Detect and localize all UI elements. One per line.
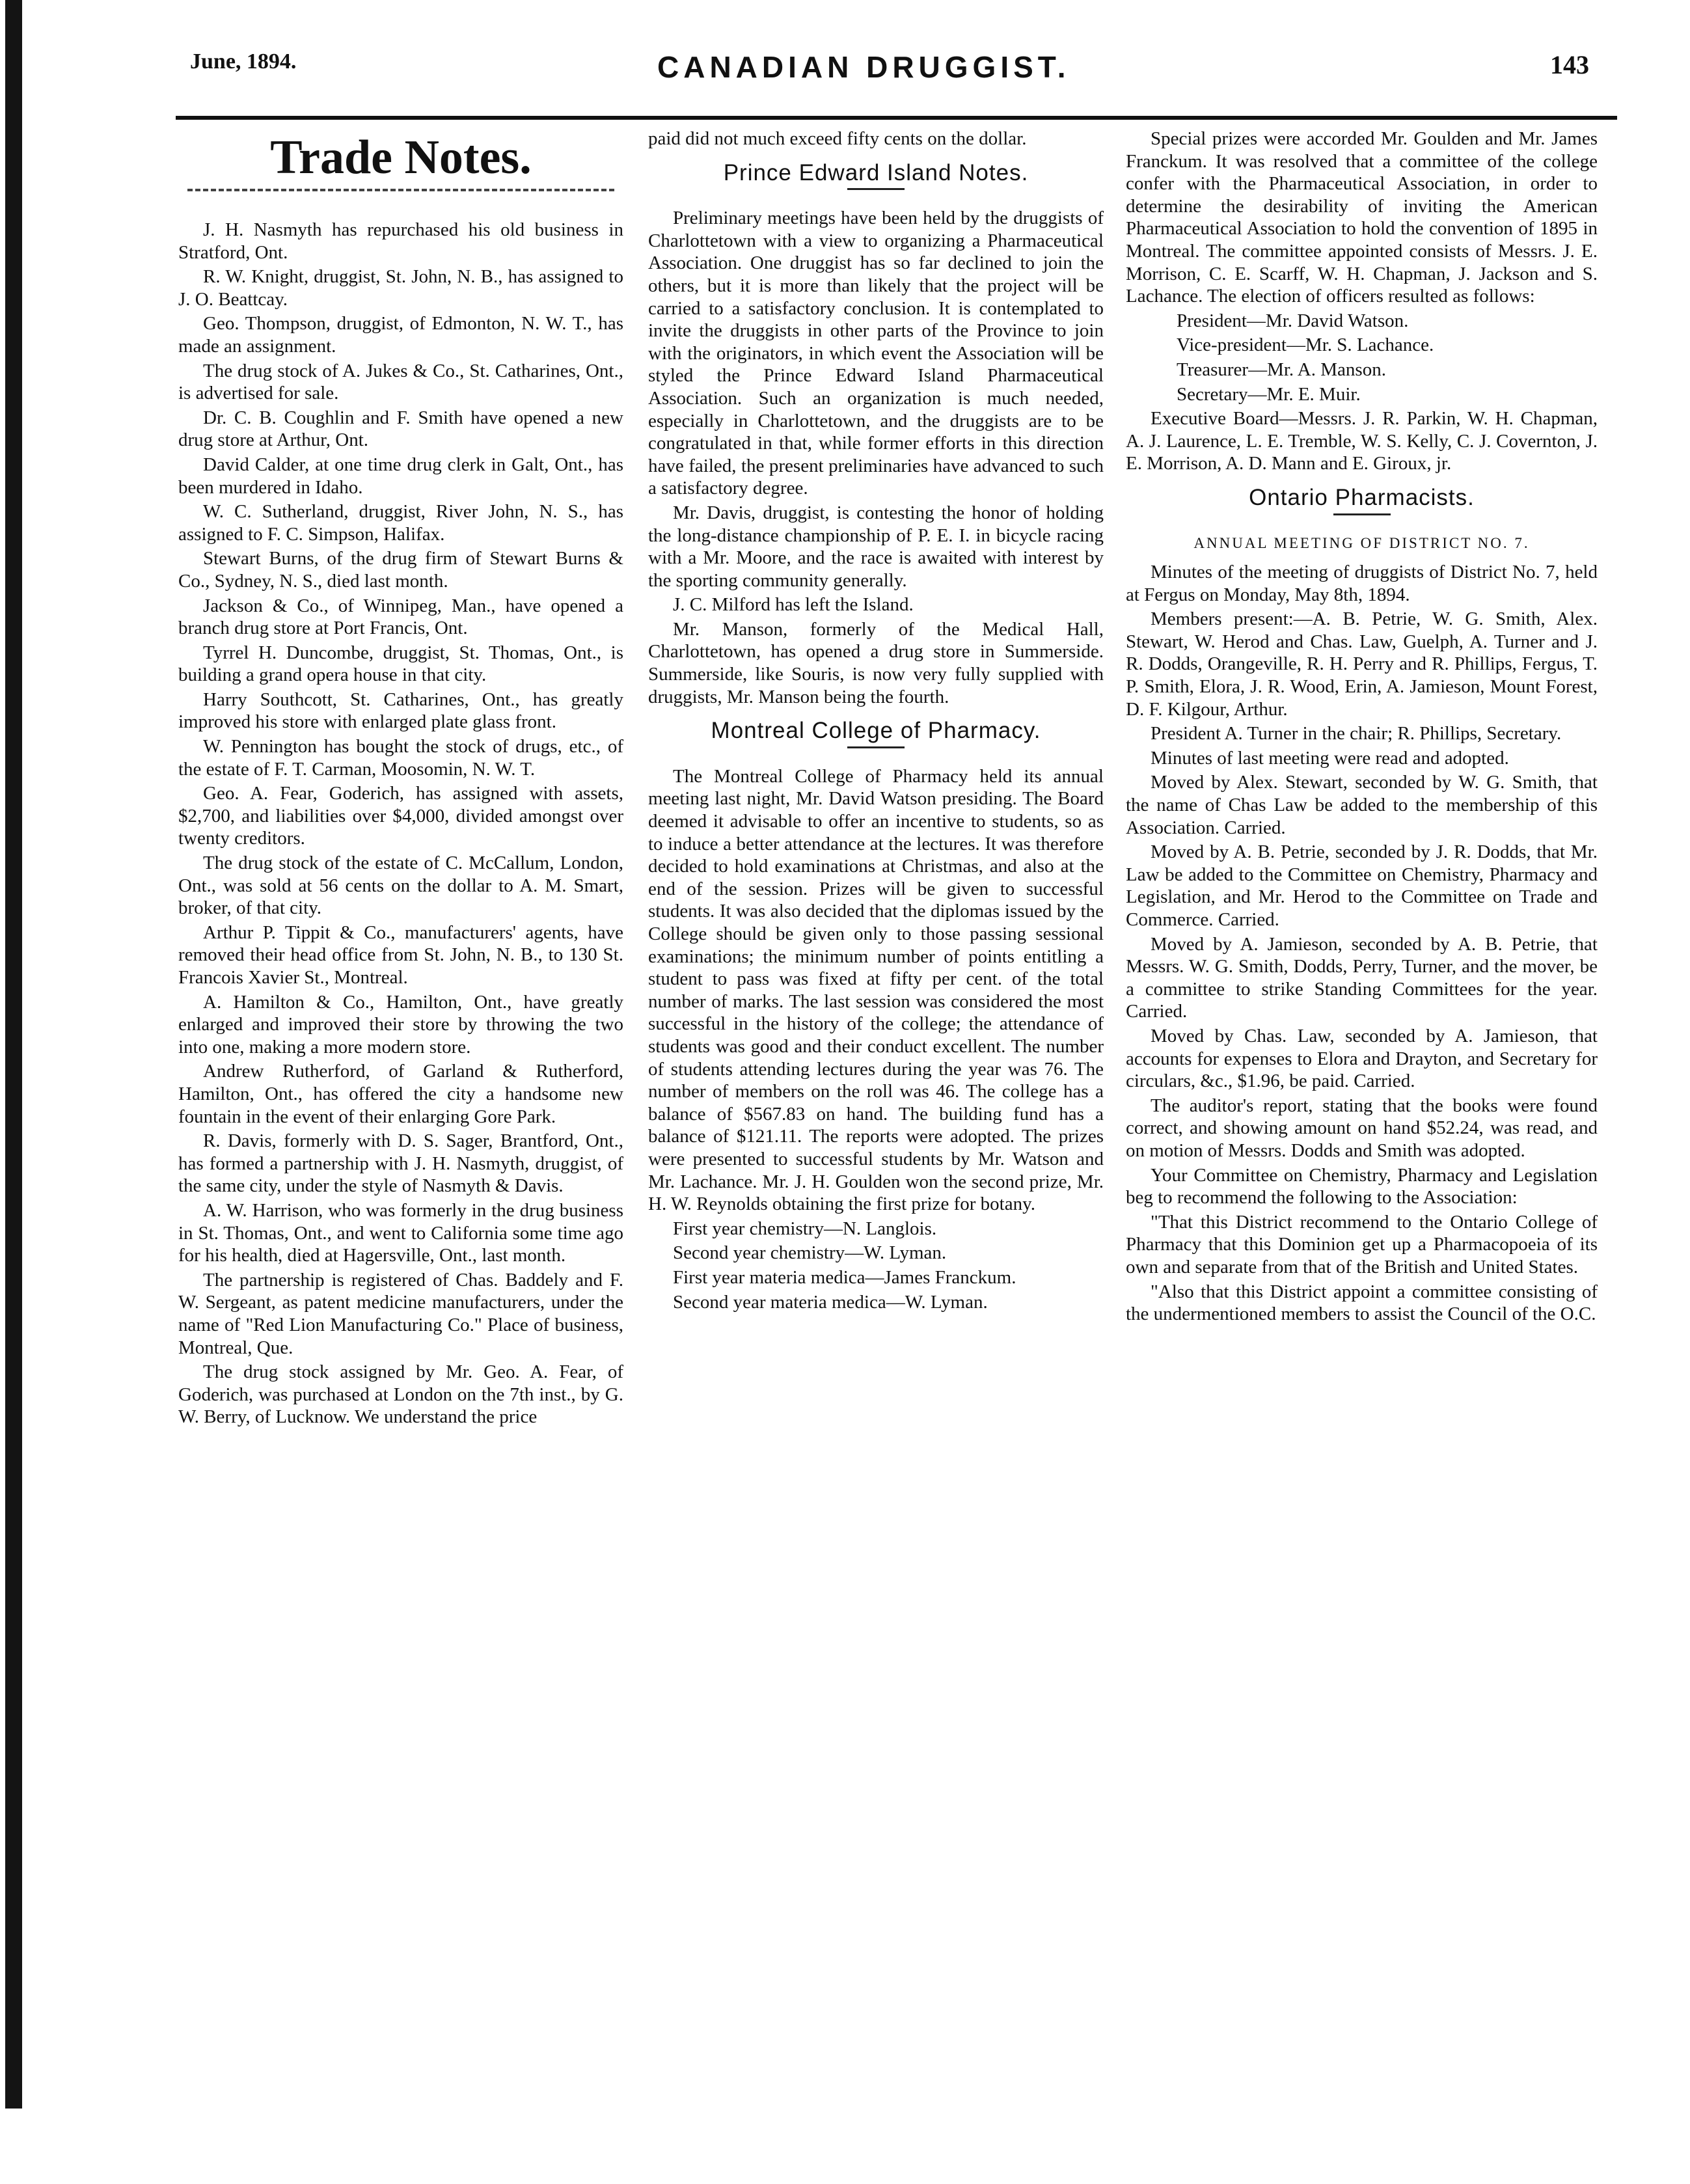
paragraph: W. Pennington has bought the stock of drugs, etc., of the estate of F. T. Carman, Moosomin, N. W. T. — [178, 736, 623, 780]
paragraph: Mr. Davis, druggist, is contesting the honor of holding the long-distance championship of P. E. I. in bicycle racing with a Mr. Moore, and the race is awaited with interest by the sporting community generally. — [648, 502, 1104, 591]
pei-notes-heading: Prince Edward Island Notes. — [723, 159, 1029, 185]
section-rule — [847, 188, 905, 190]
section-rule — [1333, 513, 1391, 515]
paragraph: Mr. Manson, formerly of the Medical Hall, Charlottetown, has opened a drug store in Summerside. Summerside, like Souris, is now very fully supplied with druggists, Mr. Manson being the fourth. — [648, 618, 1104, 707]
page-number: 143 — [1550, 50, 1589, 79]
pei-notes-body — [648, 207, 1104, 708]
paragraph: J. H. Nasmyth has repurchased his old business in Stratford, Ont. — [178, 219, 623, 263]
paragraph: President A. Turner in the chair; R. Phillips, Secretary. — [1151, 723, 1562, 744]
ontario-pharmacists-heading: Ontario Pharmacists. — [1249, 484, 1475, 510]
paragraph: Second year materia medica—W. Lyman. — [673, 1291, 988, 1313]
montreal-college-body — [648, 765, 1104, 1313]
paragraph: Harry Southcott, St. Catharines, Ont., has greatly improved his store with enlarged plate glass front. — [178, 689, 623, 733]
paragraph: Second year chemistry—W. Lyman. — [673, 1242, 947, 1264]
paragraph: W. C. Sutherland, druggist, River John, N. S., has assigned to F. C. Simpson, Halifax. — [178, 501, 623, 545]
paragraph: A. W. Harrison, who was formerly in the drug business in St. Thomas, Ont., and went to California some time ago for his health, died at Hagersville, Ont., last month. — [178, 1199, 623, 1266]
trade-notes-body — [178, 219, 623, 1428]
paragraph: Andrew Rutherford, of Garland & Rutherford, Hamilton, Ont., has offered the city a handsome new fountain in the event of their enlarging Gore Park. — [178, 1061, 623, 1127]
paragraph: The drug stock of the estate of C. McCallum, London, Ont., was sold at 56 cents on the dollar to A. M. Smart, broker, of that city. — [178, 853, 623, 919]
continued-text: Special prizes were accorded Mr. Goulden and Mr. James Franckum. It was resolved that a committee of the college confer with the Pharmaceutical Association, in order to determine the desirability of inviting the American Pharmaceutical Association to hold the convention of 1895 in Montreal. The committee appointed consists of Messrs. J. E. Morrison, C. E. Scarff, W. H. Chapman, J. Jackson and S. Lachance. The election of officers resulted as follows: — [1126, 128, 1598, 307]
header-title: CANADIAN DRUGGIST. — [657, 50, 1070, 84]
paragraph: A. Hamilton & Co., Hamilton, Ont., have greatly enlarged and improved their store by throwing the two into one, making a more modern store. — [178, 991, 623, 1058]
column-3 — [1126, 128, 1598, 1328]
paragraph: "Also that this District appoint a committee consisting of the undermentioned members to assist the Council of the O.C. — [1126, 1281, 1598, 1325]
paragraph: Stewart Burns, of the drug firm of Stewart Burns & Co., Sydney, N. S., died last month. — [178, 548, 623, 592]
continued-text: paid did not much exceed fifty cents on the dollar. — [648, 128, 1027, 149]
paragraph: Jackson & Co., of Winnipeg, Man., have opened a branch drug store at Port Francis, Ont. — [178, 595, 623, 639]
paragraph: Moved by Chas. Law, seconded by A. Jamieson, that accounts for expenses to Elora and Drayton, and Secretary for circulars, &c., $1.96, be paid. Carried. — [1126, 1025, 1598, 1092]
paragraph: Your Committee on Chemistry, Pharmacy and Legislation beg to recommend the following to the Association: — [1126, 1164, 1598, 1208]
executive-board: Executive Board—Messrs. J. R. Parkin, W. H. Chapman, A. J. Laurence, L. E. Tremble, W. S. Kelly, C. J. Covernton, J. E. Morrison, A. D. Mann and E. Giroux, jr. — [1126, 408, 1598, 474]
paragraph: Dr. C. B. Coughlin and F. Smith have opened a new drug store at Arthur, Ont. — [178, 407, 623, 451]
paragraph: Vice-president—Mr. S. Lachance. — [1177, 334, 1434, 356]
paragraph: J. C. Milford has left the Island. — [673, 594, 914, 616]
paragraph: Geo. Thompson, druggist, of Edmonton, N. W. T., has made an assignment. — [178, 313, 623, 357]
montreal-college-heading: Montreal College of Pharmacy. — [711, 718, 1041, 744]
paragraph: David Calder, at one time drug clerk in Galt, Ont., has been murdered in Idaho. — [178, 454, 623, 498]
page-binding-edge — [5, 0, 22, 2109]
paragraph: Members present:—A. B. Petrie, W. G. Smith, Alex. Stewart, W. Herod and Chas. Law, Guelph, A. Turner and J. R. Dodds, Orangeville, R. H. Perry and R. Phillips, Fergus, T. P. Smith, Elora, J. R. Wood, Erin, A. Jamieson, Mount Forest, D. F. Kilgour, Arthur. — [1126, 608, 1598, 720]
heading-divider — [187, 189, 614, 211]
paragraph: R. W. Knight, druggist, St. John, N. B., has assigned to J. O. Beattcay. — [178, 266, 623, 310]
paragraph: The drug stock of A. Jukes & Co., St. Catharines, Ont., is advertised for sale. — [178, 360, 623, 404]
paragraph: The Montreal College of Pharmacy held its annual meeting last night, Mr. David Watson presiding. The Board deemed it advisable to offer an incentive to students, so as to induce a better attendance at the lectures. It was therefore decided to hold examinations at Christmas, and also at the end of the session. Prizes will be given to successful students. It was also decided that the diplomas issued by the College should be given only to those passing sessional examinations; the minimum number of points entitling a student to pass was fixed at fifty per cent. of the total number of marks. The last session was considered the most successful in the history of the college; the attendance of students was good and their conduct excellent. The number of students attending lectures during the year was 76. The number of members on the roll was 46. The college has a balance of $567.83 on hand. The building fund has a balance of $121.11. The reports were adopted. The prizes were presented to successful students by Mr. Watson and Mr. Lachance. Mr. J. H. Goulden won the second prize, Mr. H. W. Reynolds obtaining the first prize for botany. — [648, 765, 1104, 1215]
paragraph: The drug stock assigned by Mr. Geo. A. Fear, of Goderich, was purchased at London on the 7th inst., by G. W. Berry, of Lucknow. We understand the price — [178, 1361, 623, 1428]
paragraph: Moved by A. Jamieson, seconded by A. B. Petrie, that Messrs. W. G. Smith, Dodds, Perry, Turner, and the mover, be a committee to strike Standing Committees for the year. Carried. — [1126, 933, 1598, 1022]
paragraph: First year chemistry—N. Langlois. — [673, 1218, 937, 1239]
section-rule — [847, 746, 905, 748]
paragraph: R. Davis, formerly with D. S. Sager, Brantford, Ont., has formed a partnership with J. H. Nasmyth, druggist, of the same city, under the style of Nasmyth & Davis. — [178, 1130, 623, 1197]
trade-notes-heading: Trade Notes. — [270, 131, 532, 184]
column-1 — [178, 128, 623, 1430]
paragraph: Secretary—Mr. E. Muir. — [1177, 383, 1361, 405]
ontario-pharmacists-body — [1126, 561, 1598, 1326]
paragraph: President—Mr. David Watson. — [1177, 310, 1409, 331]
paragraph: Minutes of the meeting of druggists of District No. 7, held at Fergus on Monday, May 8th, 1894. — [1126, 562, 1598, 605]
paragraph: First year materia medica—James Franckum. — [673, 1266, 1016, 1288]
column-2 — [648, 128, 1104, 1315]
paragraph: Moved by Alex. Stewart, seconded by W. G. Smith, that the name of Chas Law be added to the membership of this Association. Carried. — [1126, 772, 1598, 838]
paragraph: Minutes of last meeting were read and adopted. — [1151, 747, 1509, 769]
paragraph: "That this District recommend to the Ontario College of Pharmacy that this Dominion get up a Pharmacopoeia of its own and separate from that of the British and United States. — [1126, 1211, 1598, 1277]
district-meeting-subheading: ANNUAL MEETING OF DISTRICT NO. 7. — [1193, 534, 1530, 551]
paragraph: Moved by A. B. Petrie, seconded by J. R. Dodds, that Mr. Law be added to the Committee on Chemistry, Pharmacy and Legislation, and Mr. Herod to the Committee on Trade and Commerce. Carried. — [1126, 841, 1598, 930]
paragraph: Treasurer—Mr. A. Manson. — [1177, 359, 1386, 380]
paragraph: The partnership is registered of Chas. Baddely and F. W. Sergeant, as patent medicine manufacturers, under the name of "Red Lion Manufacturing Co." Place of business, Montreal, Que. — [178, 1269, 623, 1358]
officers-list — [1126, 310, 1598, 405]
paragraph: The auditor's report, stating that the books were found correct, and showing amount on hand $52.24, was read, and on motion of Messrs. Dodds and Smith was adopted. — [1126, 1095, 1598, 1161]
paragraph: Preliminary meetings have been held by the druggists of Charlottetown with a view to organizing a Pharmaceutical Association. One druggist has so far declined to join the others, but it is more than likely that the project will be carried to a satisfactory conclusion. It is contemplated to invite the druggists in other parts of the Province to join with the originators, in which event the Association will be styled the Prince Edward Island Pharmaceutical Association. Such an organization is much needed, especially in Charlottetown, and the druggists are to be congratulated in that, while former efforts in this direction have failed, the present preliminaries have advanced to such a satisfactory degree. — [648, 208, 1104, 499]
paragraph: Arthur P. Tippit & Co., manufacturers' agents, have removed their head office from St. John, N. B., to 130 St. Francois Xavier St., Montreal. — [178, 921, 623, 988]
header-date: June, 1894. — [190, 49, 297, 74]
paragraph: Geo. A. Fear, Goderich, has assigned with assets, $2,700, and liabilities over $4,000, divided amongst over twenty creditors. — [178, 783, 623, 849]
header-rule — [176, 116, 1617, 120]
paragraph: Tyrrel H. Duncombe, druggist, St. Thomas, Ont., is building a grand opera house in that city. — [178, 642, 623, 686]
